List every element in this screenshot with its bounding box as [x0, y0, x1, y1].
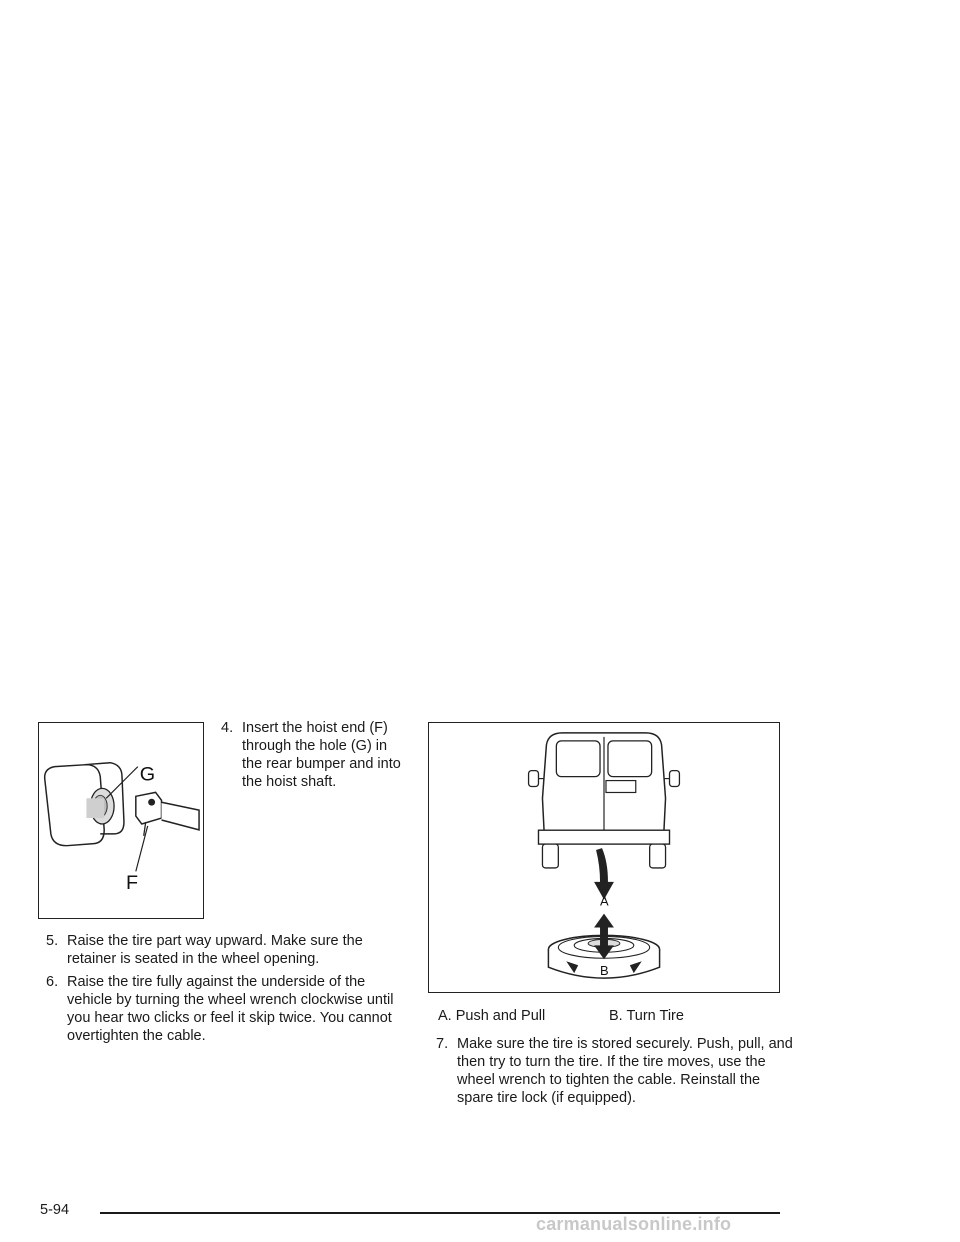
van-spare-tire-illustration: [428, 722, 780, 993]
step-7: [436, 1035, 796, 1107]
label-b: B: [600, 963, 609, 979]
label-a: A: [600, 893, 609, 909]
step-number: 6.: [46, 974, 59, 990]
step-text: Insert the hoist end (F) through the hole (G) in the rear bumper and into the hoist shaft.: [242, 720, 401, 790]
step-text: Raise the tire fully against the underside of the vehicle by turning the wheel wrench clockwise until you hear two clicks or feel it skip twice. You cannot overtighten the cable.: [67, 974, 394, 1044]
label-f: F: [125, 872, 139, 895]
step-5: [46, 932, 404, 968]
van-drawing: [429, 723, 779, 992]
caption-push-pull: A. Push and Pull: [438, 1008, 546, 1024]
step-text: Raise the tire part way upward. Make sure the retainer is seated in the wheel opening.: [67, 933, 363, 967]
step-number: 4.: [221, 720, 234, 736]
watermark: carmanualsonline.info: [536, 1214, 732, 1234]
label-g: G: [139, 763, 156, 786]
step-number: 7.: [436, 1036, 449, 1052]
page-number: 5-94: [40, 1202, 70, 1218]
step-number: 5.: [46, 933, 59, 949]
step-6: [46, 973, 404, 1045]
step-text: Make sure the tire is stored securely. Push, pull, and then try to turn the tire. If the tire moves, use the wheel wrench to tighten the cable. Reinstall the spare tire lock (if equipped).: [457, 1036, 793, 1106]
hoist-drawing: [39, 723, 203, 918]
caption-turn-tire: B. Turn Tire: [609, 1008, 684, 1024]
hoist-illustration: [38, 722, 204, 919]
step-4: [221, 719, 401, 791]
